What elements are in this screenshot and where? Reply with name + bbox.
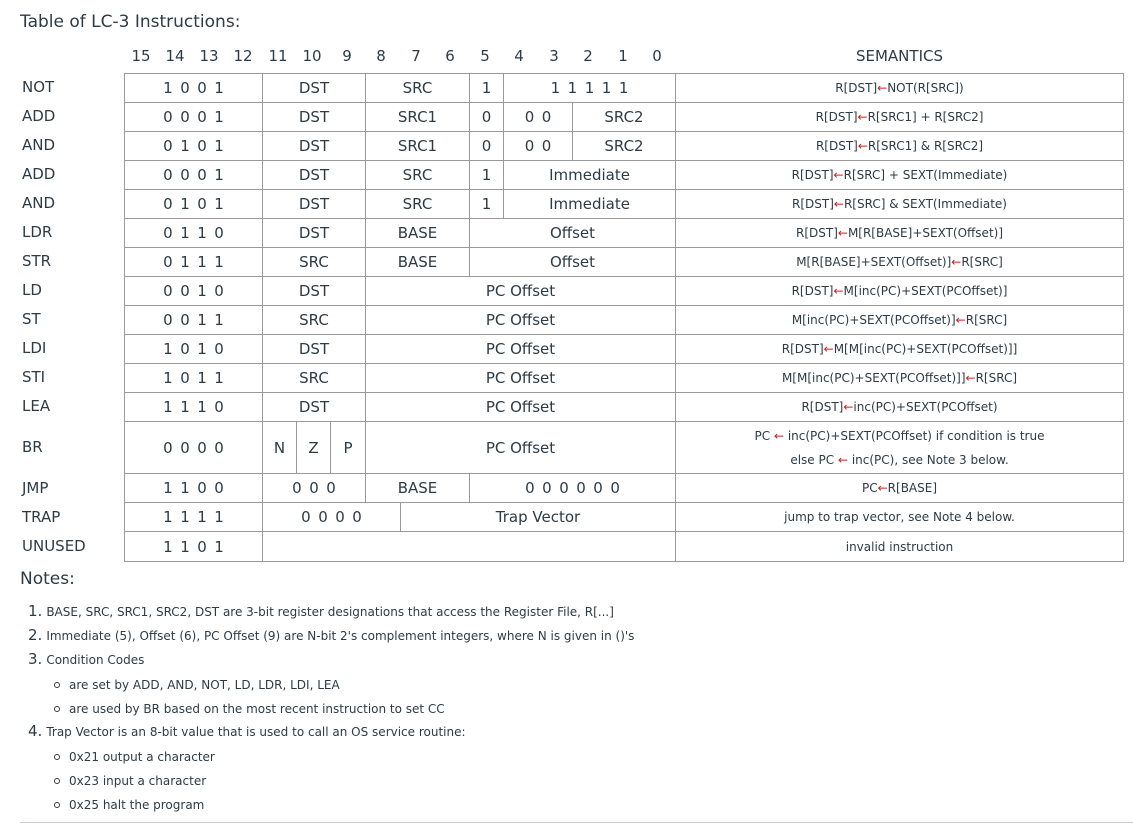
base-field: BASE [365,247,470,277]
semantics: PC ← R[BASE] [675,473,1124,503]
opcode-name: LDI [22,339,47,357]
semantics: R[DST] ← M[inc(PC)+SEXT(PCOffset)] [675,276,1124,306]
pc-offset-field: PC Offset [365,305,676,335]
opcode-name: LDR [22,223,53,241]
trap-item: 0x25 halt the program [54,798,204,812]
mode-bit: 1 [469,73,504,103]
dst-field: DST [262,102,366,132]
bit-number: 0 [652,47,662,65]
mode-bit: 1 [469,189,504,219]
pc-offset-field: PC Offset [365,392,676,422]
note-item: 3. Condition Codes [28,650,145,668]
trap-item: 0x23 input a character [54,774,206,788]
pc-offset-field: PC Offset [365,276,676,306]
mode-bit: 1 [469,160,504,190]
bit-number: 6 [445,47,455,65]
semantics: jump to trap vector, see Note 4 below. [675,502,1124,532]
z-bit: Z [296,421,331,474]
opcode-name: BR [22,438,43,456]
src-field: SRC1 [365,102,470,132]
register-field: DST [262,276,366,306]
trap-item: 0x21 output a character [54,750,215,764]
bit-number: 8 [376,47,386,65]
dst-field: DST [262,73,366,103]
cc-item: are used by BR based on the most recent instruction to set CC [54,702,445,716]
fixed-bits: 0 0 0 0 0 0 [469,473,676,503]
bit-number: 4 [514,47,524,65]
mode-bit: 0 [469,102,504,132]
src-field: SRC [365,189,470,219]
opcode-bits: 0 0 0 0 [124,421,263,474]
opcode-bits: 0 0 1 0 [124,276,263,306]
semantics: R[DST] ← R[SRC1] & R[SRC2] [675,131,1124,161]
note-item: 1. BASE, SRC, SRC1, SRC2, DST are 3-bit register designations that access the Register File, R[...] [28,602,614,620]
semantics: R[DST] ← M[M[inc(PC)+SEXT(PCOffset)]] [675,334,1124,364]
semantics: R[DST] ← R[SRC1] + R[SRC2] [675,102,1124,132]
opcode-bits: 1 0 1 0 [124,334,263,364]
semantics: M[M[inc(PC)+SEXT(PCOffset)]] ← R[SRC] [675,363,1124,393]
opcode-bits: 1 1 0 0 [124,473,263,503]
base-field: BASE [365,218,470,248]
semantics: invalid instruction [675,531,1124,562]
page-title: Table of LC-3 Instructions: [20,12,241,32]
opcode-name: ADD [22,165,56,183]
base-field: BASE [365,473,470,503]
mode-bit: 0 [469,131,504,161]
fixed-bits: 0 0 0 [262,473,366,503]
opcode-name: NOT [22,78,55,96]
opcode-name: STI [22,368,46,386]
semantics: M[R[BASE]+SEXT(Offset)] ← R[SRC] [675,247,1124,277]
semantics: R[DST] ← R[SRC] + SEXT(Immediate) [675,160,1124,190]
bit-number: 3 [549,47,559,65]
bit-number: 2 [583,47,593,65]
opcode-bits: 1 1 1 1 [124,502,263,532]
opcode-bits: 0 1 0 1 [124,131,263,161]
opcode-name: ADD [22,107,56,125]
opcode-bits: 0 1 1 1 [124,247,263,277]
pc-offset-field: PC Offset [365,334,676,364]
opcode-bits: 1 0 1 1 [124,363,263,393]
opcode-bits: 0 0 1 1 [124,305,263,335]
opcode-bits: 0 0 0 1 [124,160,263,190]
trap-vector-field: Trap Vector [400,502,676,532]
opcode-name: TRAP [22,508,61,526]
cc-item: are set by ADD, AND, NOT, LD, LDR, LDI, LEA [54,678,340,692]
semantics-header: SEMANTICS [855,47,943,65]
n-bit: N [262,421,297,474]
fixed-bits: 0 0 [503,102,573,132]
bit-number: 15 [131,47,151,65]
opcode-bits: 0 1 0 1 [124,189,263,219]
bit-number: 7 [411,47,421,65]
src-field: SRC [365,73,470,103]
dst-field: DST [262,131,366,161]
bit-number: 1 [618,47,628,65]
register-field: DST [262,334,366,364]
dst-field: DST [262,189,366,219]
semantics: PC ← inc(PC)+SEXT(PCOffset) if condition is true else PC ← inc(PC), see Note 3 below. [675,421,1124,474]
pc-offset-field: PC Offset [365,363,676,393]
opcode-name: LD [22,281,42,299]
src2-field: SRC2 [572,131,676,161]
immediate-field: Immediate [503,160,676,190]
offset-field: Offset [469,247,676,277]
divider [20,822,1133,823]
opcode-name: ST [22,310,41,328]
register-field: SRC [262,305,366,335]
src2-field: SRC2 [572,102,676,132]
bit-number: 14 [165,47,185,65]
semantics: R[DST] ← R[SRC] & SEXT(Immediate) [675,189,1124,219]
bit-number: 12 [233,47,253,65]
fixed-bits: 0 0 [503,131,573,161]
note-item: 4. Trap Vector is an 8-bit value that is used to call an OS service routine: [28,722,466,740]
offset-field: Offset [469,218,676,248]
notes-title: Notes: [20,569,75,589]
register-field: DST [262,218,366,248]
opcode-bits: 1 1 0 1 [124,531,263,562]
note-item: 2. Immediate (5), Offset (6), PC Offset (9) are N-bit 2's complement integers, where N is given in ()'s [28,626,635,644]
semantics: R[DST] ← inc(PC)+SEXT(PCOffset) [675,392,1124,422]
semantics: M[inc(PC)+SEXT(PCOffset)] ← R[SRC] [675,305,1124,335]
opcode-bits: 0 0 0 1 [124,102,263,132]
bit-number: 11 [268,47,288,65]
unused-field [262,531,676,562]
register-field: SRC [262,247,366,277]
bit-number: 10 [302,47,322,65]
bit-number: 5 [480,47,490,65]
bit-number: 9 [342,47,352,65]
opcode-name: AND [22,194,56,212]
opcode-name: JMP [22,479,49,497]
pc-offset-field: PC Offset [365,421,676,474]
opcode-name: UNUSED [22,537,86,555]
opcode-name: LEA [22,397,51,415]
p-bit: P [330,421,366,474]
opcode-name: AND [22,136,56,154]
opcode-bits: 1 0 0 1 [124,73,263,103]
immediate-field: Immediate [503,189,676,219]
register-field: DST [262,392,366,422]
opcode-bits: 0 1 1 0 [124,218,263,248]
semantics: R[DST] ← NOT(R[SRC]) [675,73,1124,103]
src-field: SRC1 [365,131,470,161]
fixed-bits: 1 1 1 1 1 [503,73,676,103]
bit-number: 13 [199,47,219,65]
fixed-bits: 0 0 0 0 [262,502,401,532]
register-field: SRC [262,363,366,393]
opcode-name: STR [22,252,52,270]
src-field: SRC [365,160,470,190]
opcode-bits: 1 1 1 0 [124,392,263,422]
semantics: R[DST] ← M[R[BASE]+SEXT(Offset)] [675,218,1124,248]
dst-field: DST [262,160,366,190]
